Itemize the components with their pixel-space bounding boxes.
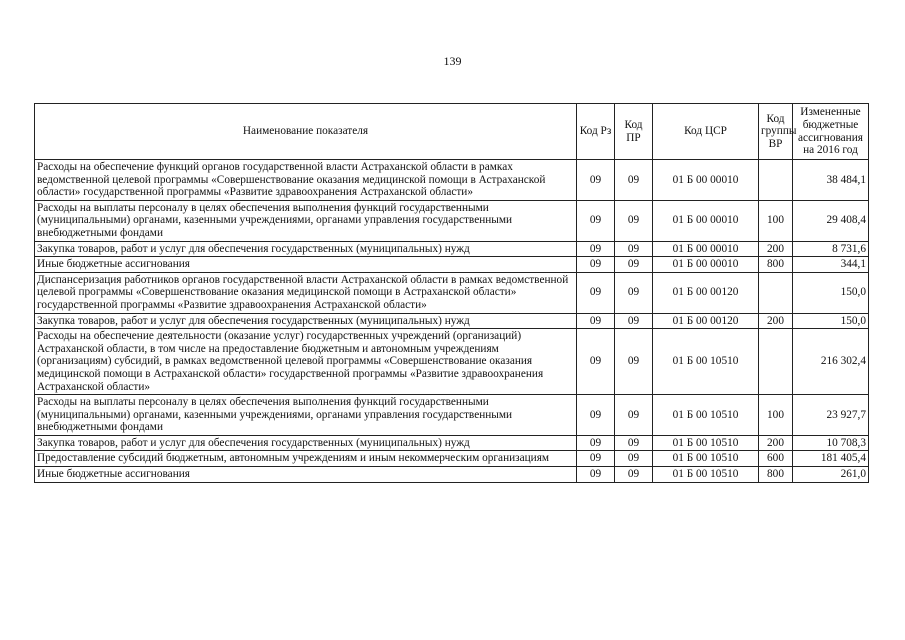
row-csr: 01 Б 00 00120: [653, 272, 759, 313]
table-row: [35, 272, 869, 313]
row-pr: 09: [615, 272, 653, 313]
row-rz: 09: [577, 451, 615, 467]
row-vr: 200: [759, 241, 793, 257]
row-csr: 01 Б 00 10510: [653, 395, 759, 436]
table-row: [35, 241, 869, 257]
row-name: Расходы на выплаты персоналу в целях обеспечения выполнения функций государственными (муниципальными) органами, казенными учреждениями, органами управления государственными внебюджетными фондами: [35, 395, 577, 436]
table-row: [35, 329, 869, 395]
row-name: Диспансеризация работников органов государственной власти Астраханской области в рамках ведомственной целевой программы «Совершенствование оказания медицинской помощи в Астраханской области» государственной программы «Развитие здравоохранения Астраханской области»: [35, 272, 577, 313]
row-rz: 09: [577, 435, 615, 451]
row-amount: 29 408,4: [793, 200, 869, 241]
row-vr: [759, 160, 793, 201]
row-amount: 38 484,1: [793, 160, 869, 201]
row-amount: 181 405,4: [793, 451, 869, 467]
row-name: Закупка товаров, работ и услуг для обеспечения государственных (муниципальных) нужд: [35, 241, 577, 257]
row-pr: 09: [615, 160, 653, 201]
row-rz: 09: [577, 313, 615, 329]
row-name: Расходы на выплаты персоналу в целях обеспечения выполнения функций государственными (муниципальными) органами, казенными учреждениями, органами управления государственными внебюджетными фондами: [35, 200, 577, 241]
table-row: [35, 467, 869, 483]
row-vr: 100: [759, 200, 793, 241]
row-amount: 216 302,4: [793, 329, 869, 395]
row-name: Иные бюджетные ассигнования: [35, 257, 577, 273]
page-number: 139: [443, 54, 462, 68]
row-rz: 09: [577, 395, 615, 436]
header-row: [35, 104, 869, 160]
budget-table: [34, 103, 869, 483]
header-pr: Код ПР: [615, 104, 653, 160]
row-csr: 01 Б 00 10510: [653, 435, 759, 451]
header-amount: Измененные бюджетные ассигнования на 2016 год: [793, 104, 869, 160]
row-pr: 09: [615, 451, 653, 467]
table-row: [35, 200, 869, 241]
row-vr: 600: [759, 451, 793, 467]
row-pr: 09: [615, 467, 653, 483]
row-amount: 150,0: [793, 272, 869, 313]
row-name: Предоставление субсидий бюджетным, автономным учреждениям и иным некоммерческим организациям: [35, 451, 577, 467]
row-vr: 200: [759, 435, 793, 451]
row-pr: 09: [615, 241, 653, 257]
header-rz: Код Рз: [577, 104, 615, 160]
row-amount: 150,0: [793, 313, 869, 329]
table-row: [35, 257, 869, 273]
row-rz: 09: [577, 160, 615, 201]
table-row: [35, 160, 869, 201]
row-vr: [759, 329, 793, 395]
table-row: [35, 395, 869, 436]
row-rz: 09: [577, 241, 615, 257]
row-amount: 344,1: [793, 257, 869, 273]
header-csr: Код ЦСР: [653, 104, 759, 160]
row-rz: 09: [577, 272, 615, 313]
header-vr: Код группы ВР: [759, 104, 793, 160]
row-csr: 01 Б 00 00010: [653, 200, 759, 241]
table-row: [35, 435, 869, 451]
row-amount: 10 708,3: [793, 435, 869, 451]
row-name: Закупка товаров, работ и услуг для обеспечения государственных (муниципальных) нужд: [35, 313, 577, 329]
table-row: [35, 313, 869, 329]
row-csr: 01 Б 00 10510: [653, 451, 759, 467]
row-csr: 01 Б 00 10510: [653, 467, 759, 483]
row-amount: 261,0: [793, 467, 869, 483]
row-amount: 8 731,6: [793, 241, 869, 257]
row-pr: 09: [615, 200, 653, 241]
row-pr: 09: [615, 435, 653, 451]
row-csr: 01 Б 00 10510: [653, 329, 759, 395]
row-pr: 09: [615, 313, 653, 329]
row-rz: 09: [577, 257, 615, 273]
row-vr: [759, 272, 793, 313]
row-vr: 800: [759, 467, 793, 483]
row-csr: 01 Б 00 00010: [653, 257, 759, 273]
row-amount: 23 927,7: [793, 395, 869, 436]
row-name: Расходы на обеспечение функций органов государственной власти Астраханской области в рамках ведомственной целевой программы «Совершенствование оказания медицинской помощи в Астраханской области» государственной программы «Развитие здравоохранения Астраханской области»: [35, 160, 577, 201]
row-name: Иные бюджетные ассигнования: [35, 467, 577, 483]
row-pr: 09: [615, 395, 653, 436]
row-pr: 09: [615, 257, 653, 273]
row-rz: 09: [577, 200, 615, 241]
row-csr: 01 Б 00 00010: [653, 241, 759, 257]
row-name: Закупка товаров, работ и услуг для обеспечения государственных (муниципальных) нужд: [35, 435, 577, 451]
row-name: Расходы на обеспечение деятельности (оказание услуг) государственных учреждений (организаций) Астраханской области, в том числе на предоставление бюджетным и автономным учреждениям (организациям) субсидий, в рамках ведомственной целевой программы «Совершенствование оказания медицинской помощи в Астраханской области» государственной программы «Развитие здравоохранения Астраханской области»: [35, 329, 577, 395]
row-vr: 800: [759, 257, 793, 273]
table-row: [35, 451, 869, 467]
row-csr: 01 Б 00 00010: [653, 160, 759, 201]
row-vr: 200: [759, 313, 793, 329]
header-name: Наименование показателя: [35, 104, 577, 160]
row-csr: 01 Б 00 00120: [653, 313, 759, 329]
row-vr: 100: [759, 395, 793, 436]
row-rz: 09: [577, 329, 615, 395]
row-pr: 09: [615, 329, 653, 395]
row-rz: 09: [577, 467, 615, 483]
